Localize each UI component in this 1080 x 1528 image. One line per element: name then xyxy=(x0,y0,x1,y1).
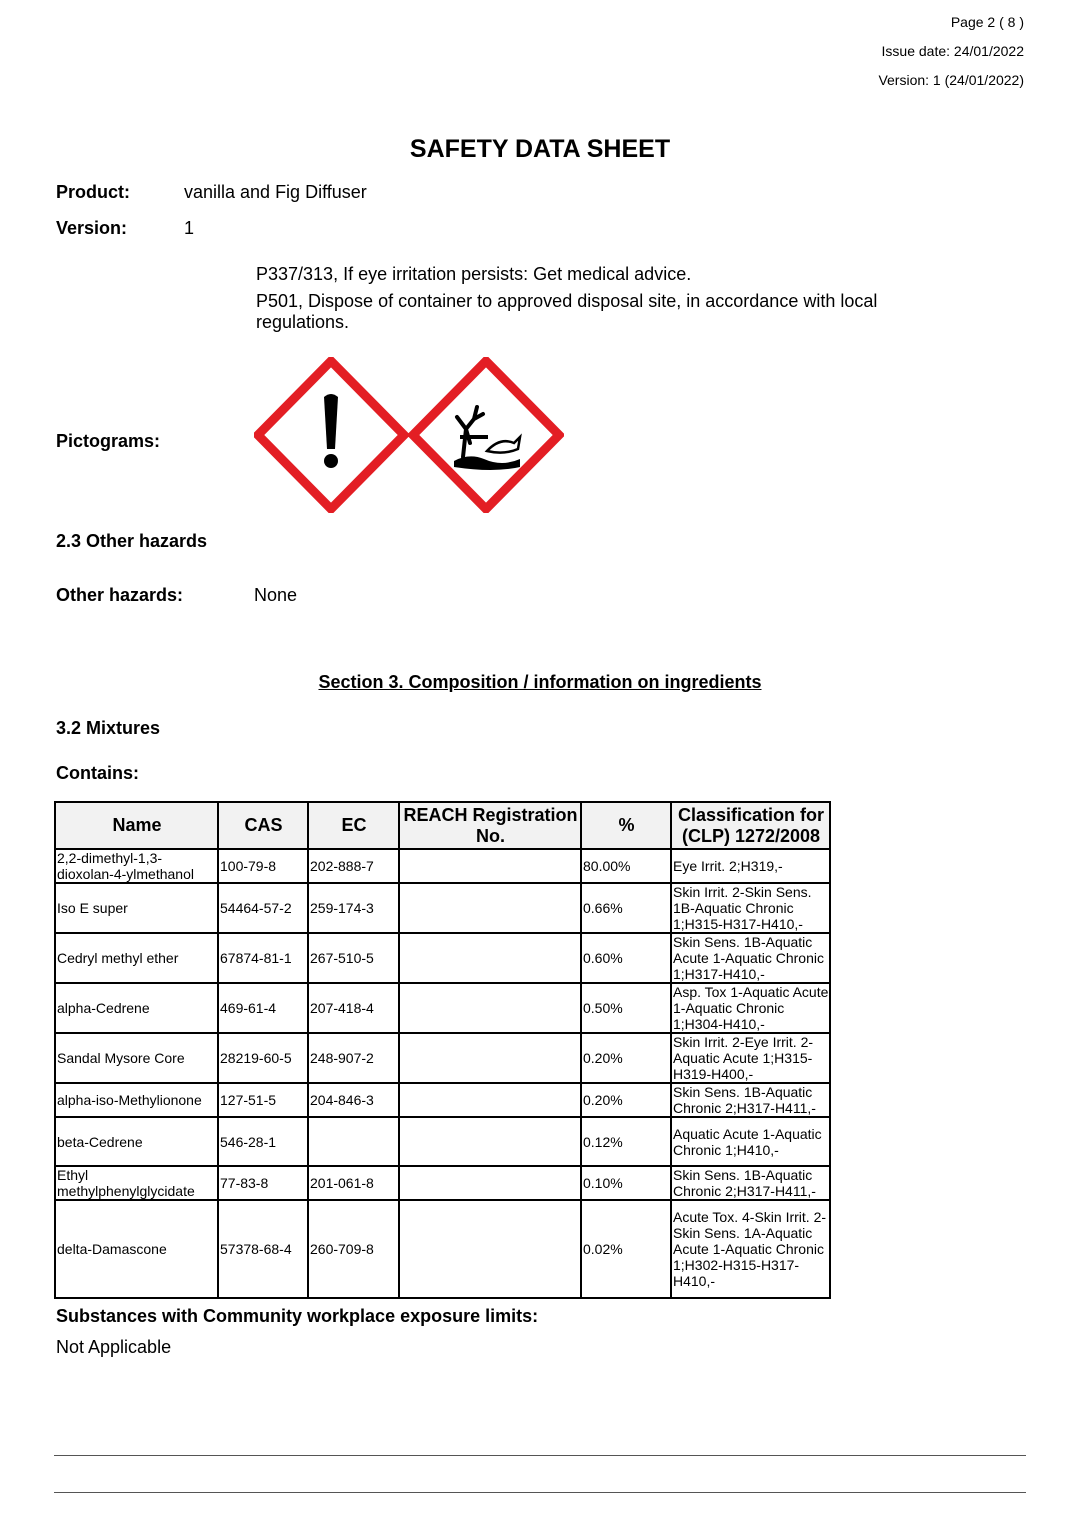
column-header: EC xyxy=(308,802,399,849)
exposure-limits-heading: Substances with Community workplace exposure limits: xyxy=(56,1306,539,1326)
ec-number: 201-061-8 xyxy=(308,1166,399,1200)
table-row xyxy=(55,1200,830,1298)
version-label: Version: xyxy=(56,218,128,238)
column-header: Classification for (CLP) 1272/2008 xyxy=(671,802,830,849)
table-row xyxy=(55,933,830,983)
table-row xyxy=(55,849,830,883)
classification: Skin Irrit. 2-Skin Sens. 1B-Aquatic Chronic 1;H315-H317-H410,- xyxy=(671,883,830,933)
pictograms-group xyxy=(254,357,564,513)
section-3-title: Section 3. Composition / information on ingredients xyxy=(318,672,762,692)
table-row xyxy=(55,1083,830,1117)
cas-number: 100-79-8 xyxy=(218,849,308,883)
version-date: Version: 1 (24/01/2022) xyxy=(878,72,1024,88)
classification: Asp. Tox 1-Aquatic Acute 1-Aquatic Chronic 1;H304-H410,- xyxy=(673,984,829,1032)
classification: Acute Tox. 4-Skin Irrit. 2-Skin Sens. 1A-Aquatic Acute 1-Aquatic Chronic 1;H302-H315-H317-H410,- xyxy=(671,1200,830,1298)
ingredient-name: delta-Damascone xyxy=(55,1200,218,1298)
ingredient-name: alpha-iso-Methylionone xyxy=(55,1083,218,1117)
product-value: vanilla and Fig Diffuser xyxy=(184,182,367,202)
ingredient-name: alpha-Cedrene xyxy=(55,983,218,1033)
classification: Skin Sens. 1B-Aquatic Chronic 2;H317-H411,- xyxy=(671,1083,830,1117)
percentage: 0.50% xyxy=(581,983,671,1033)
ec-number: 202-888-7 xyxy=(308,849,399,883)
ec-number: 248-907-2 xyxy=(308,1033,399,1083)
ingredients-table xyxy=(54,801,831,1299)
percentage: 0.02% xyxy=(581,1200,671,1298)
ec-number: 259-174-3 xyxy=(308,883,399,933)
cas-number: 57378-68-4 xyxy=(218,1200,308,1298)
cas-number: 28219-60-5 xyxy=(218,1033,308,1083)
other-hazards-heading: 2.3 Other hazards xyxy=(56,531,208,551)
percentage: 0.66% xyxy=(581,883,671,933)
contains-label: Contains: xyxy=(56,763,139,783)
reach-number xyxy=(399,933,581,983)
column-header: Name xyxy=(55,802,218,849)
cas-number: 77-83-8 xyxy=(218,1166,308,1200)
reach-number xyxy=(399,849,581,883)
table-row xyxy=(55,983,830,1033)
column-header: % xyxy=(581,802,671,849)
other-hazards-value: None xyxy=(254,585,298,605)
percentage: 0.60% xyxy=(581,933,671,983)
ec-number: 260-709-8 xyxy=(308,1200,399,1298)
footer-divider xyxy=(54,1492,1026,1493)
reach-number xyxy=(399,1083,581,1117)
cas-number: 127-51-5 xyxy=(218,1083,308,1117)
ingredient-name: Iso E super xyxy=(55,883,218,933)
column-header: CAS xyxy=(218,802,308,849)
reach-number xyxy=(399,1166,581,1200)
mixtures-heading: 3.2 Mixtures xyxy=(56,718,161,738)
table-header-row xyxy=(55,802,830,849)
reach-number xyxy=(399,983,581,1033)
document-title: SAFETY DATA SHEET xyxy=(409,135,671,163)
table-row xyxy=(55,1166,830,1200)
product-label: Product: xyxy=(56,182,130,202)
reach-number xyxy=(399,1117,581,1166)
reach-number xyxy=(399,1200,581,1298)
ingredient-name: beta-Cedrene xyxy=(55,1117,218,1166)
version-value: 1 xyxy=(184,218,195,238)
pictograms-label: Pictograms: xyxy=(56,431,161,451)
issue-date: Issue date: 24/01/2022 xyxy=(881,43,1024,59)
table-row xyxy=(55,1117,830,1166)
environment-hazard-icon xyxy=(413,361,559,509)
classification: Skin Sens. 1B-Aquatic Acute 1-Aquatic Chronic 1;H317-H410,- xyxy=(671,933,830,983)
other-hazards-label: Other hazards: xyxy=(56,585,184,605)
ec-number: 267-510-5 xyxy=(308,933,399,983)
cas-number: 67874-81-1 xyxy=(218,933,308,983)
table-row xyxy=(55,883,830,933)
percentage: 0.20% xyxy=(581,1033,671,1083)
ec-number: 204-846-3 xyxy=(308,1083,399,1117)
exclamation-mark-hazard-icon xyxy=(258,361,404,509)
classification: Eye Irrit. 2;H319,- xyxy=(671,849,830,883)
ingredient-name: Cedryl methyl ether xyxy=(55,933,218,983)
ingredient-name: Ethyl methylphenylglycidate xyxy=(55,1166,218,1200)
table-row xyxy=(55,1033,830,1083)
cas-number: 54464-57-2 xyxy=(218,883,308,933)
precautionary-statement: P501, Dispose of container to approved disposal site, in accordance with local regulations. xyxy=(256,291,878,332)
classification: Skin Irrit. 2-Eye Irrit. 2-Aquatic Acute 1;H315-H319-H400,- xyxy=(671,1033,830,1083)
page-number: Page 2 ( 8 ) xyxy=(950,14,1024,30)
classification: Skin Sens. 1B-Aquatic Chronic 2;H317-H411,- xyxy=(671,1166,830,1200)
precautionary-statement: P337/313, If eye irritation persists: Get medical advice. xyxy=(256,264,692,284)
classification: Aquatic Acute 1-Aquatic Chronic 1;H410,- xyxy=(671,1117,830,1166)
reach-number xyxy=(399,1033,581,1083)
ec-number xyxy=(308,1117,399,1166)
percentage: 0.10% xyxy=(581,1166,671,1200)
reach-number xyxy=(399,883,581,933)
cas-number: 469-61-4 xyxy=(218,983,308,1033)
exposure-limits-value: Not Applicable xyxy=(56,1337,172,1357)
footer-divider xyxy=(54,1455,1026,1456)
cas-number: 546-28-1 xyxy=(218,1117,308,1166)
percentage: 80.00% xyxy=(581,849,671,883)
percentage: 0.20% xyxy=(581,1083,671,1117)
ingredient-name: 2,2-dimethyl-1,3-dioxolan-4-ylmethanol xyxy=(55,849,218,883)
percentage: 0.12% xyxy=(581,1117,671,1166)
ingredient-name: Sandal Mysore Core xyxy=(55,1033,218,1083)
column-header: REACH Registration No. xyxy=(399,802,581,849)
ec-number: 207-418-4 xyxy=(308,983,399,1033)
